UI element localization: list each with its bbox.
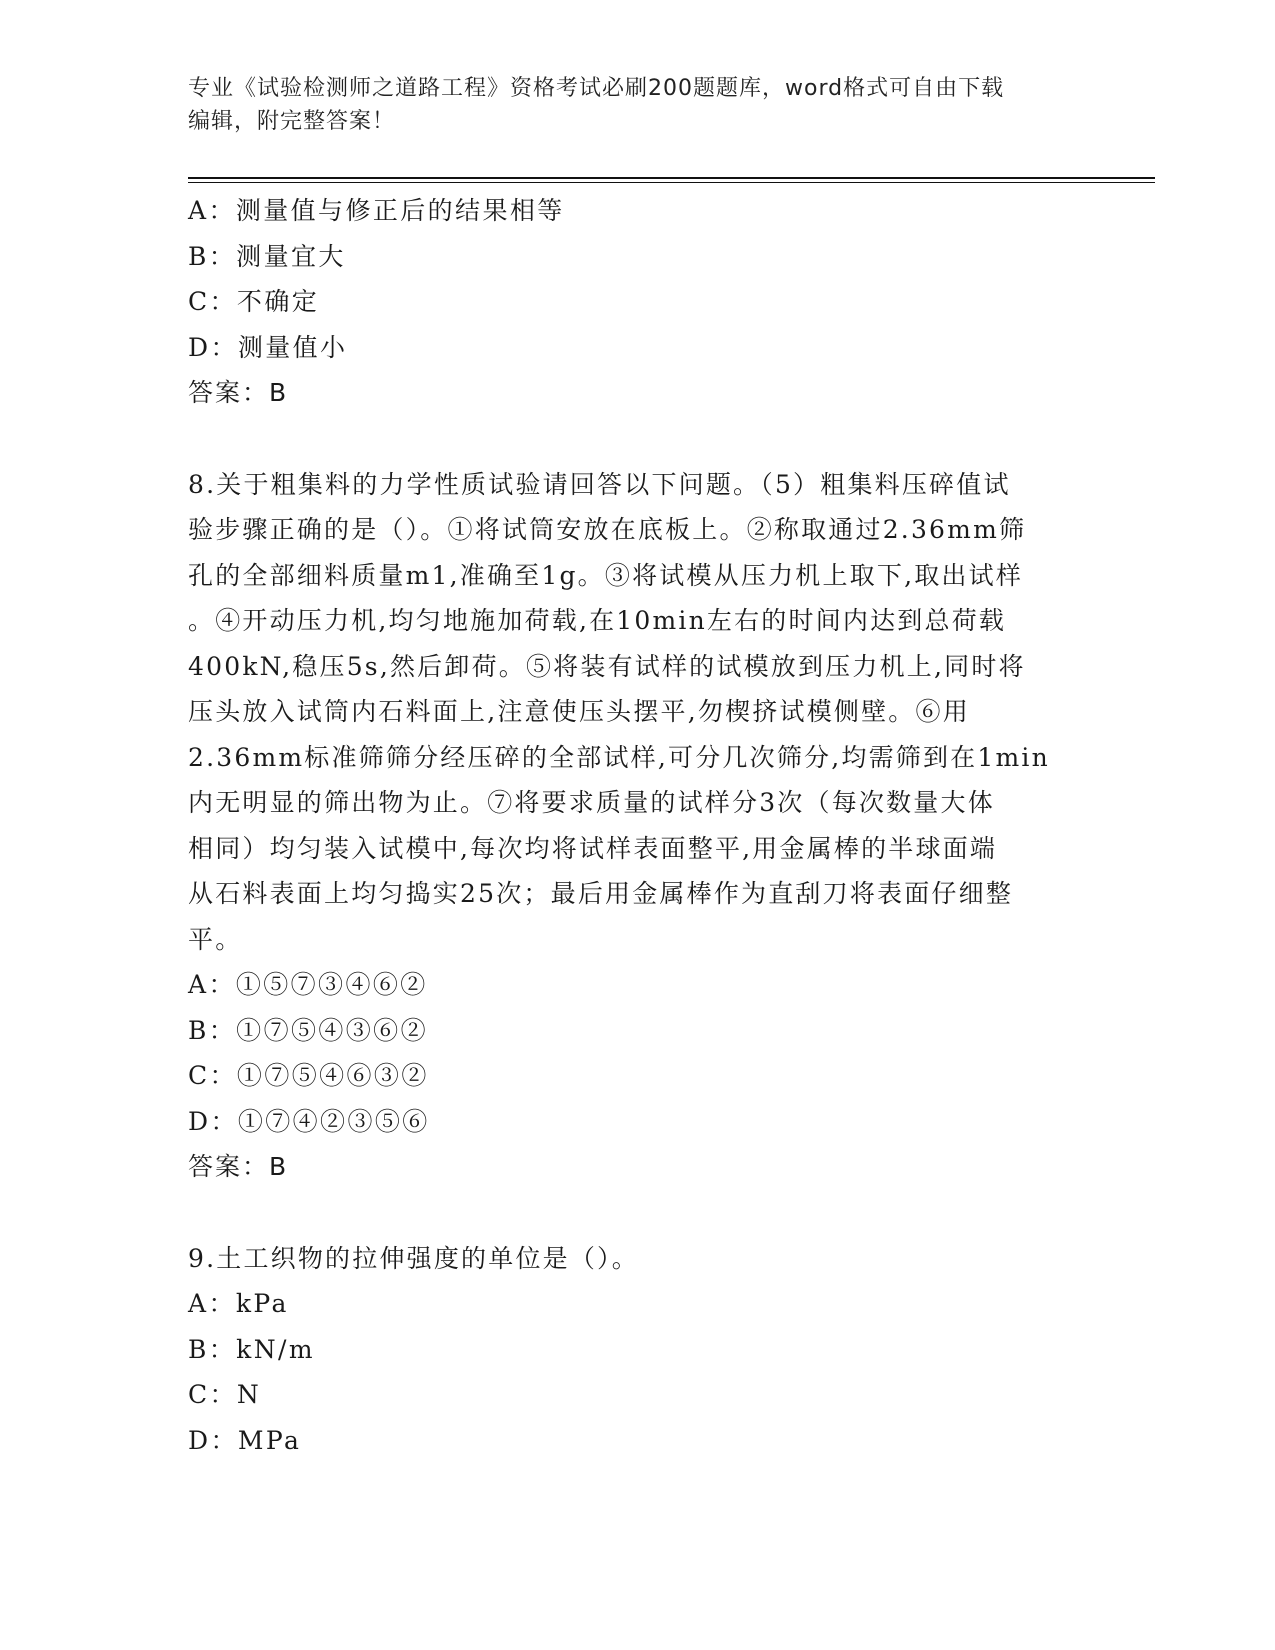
stem-line: 孔的全部细料质量m1,准确至1g。③将试模从压力机上取下,取出试样 [188, 560, 1024, 590]
option-b: B：测量宜大 [188, 241, 346, 271]
question-9-options [188, 1281, 1088, 1463]
option-d: D：测量值小 [188, 332, 348, 362]
stem-line: 压头放入试筒内石料面上,注意使压头摆平,勿楔挤试模侧壁。⑥用 [188, 697, 970, 726]
question-9-stem: 9.土工织物的拉伸强度的单位是（）。 [188, 1243, 639, 1273]
stem-line: 8.关于粗集料的力学性质试验请回答以下问题。（5）粗集料压碎值试 [188, 469, 1011, 499]
option-a: A：kPa [188, 1289, 289, 1318]
option-d: D：①⑦④②③⑤⑥ [188, 1106, 430, 1136]
stem-line: 内无明显的筛出物为止。⑦将要求质量的试样分3次（每次数量大体 [188, 788, 995, 817]
option-c: C：不确定 [188, 287, 320, 316]
spacer [188, 416, 1088, 462]
question-7-options [188, 188, 1088, 370]
document-header [188, 72, 1068, 138]
option-c: C：①⑦⑤④⑥③② [188, 1061, 429, 1090]
stem-line: 从石料表面上均匀捣实25次；最后用金属棒作为直刮刀将表面仔细整 [188, 879, 1014, 908]
question-8-stem [188, 462, 1088, 963]
option-a: A：测量值与修正后的结果相等 [188, 196, 565, 225]
question-7-answer: 答案：B [188, 378, 289, 407]
stem-line: 平。 [188, 924, 243, 954]
header-title-line-1: 专业《试验检测师之道路工程》资格考试必刷200题题库，word格式可自由下载 [188, 76, 1005, 101]
question-8-answer: 答案：B [188, 1152, 289, 1181]
header-rule-thick [188, 177, 1155, 179]
stem-line: 。④开动压力机,均匀地施加荷载,在10min左右的时间内达到总荷载 [188, 606, 1007, 635]
option-b: B：kN/m [188, 1334, 315, 1364]
option-c: C：N [188, 1380, 262, 1409]
question-8-options [188, 962, 1088, 1144]
stem-line: 400kN,稳压5s,然后卸荷。⑤将装有试样的试模放到压力机上,同时将 [188, 651, 1026, 681]
stem-line: 2.36mm标准筛筛分经压碎的全部试样,可分几次筛分,均需筛到在1min [188, 742, 1050, 772]
header-rule-thin [188, 182, 1155, 183]
question-content [188, 188, 1088, 1463]
option-d: D：MPa [188, 1425, 302, 1455]
header-title-line-2: 编辑，附完整答案！ [188, 109, 396, 134]
stem-line: 相同）均匀装入试模中,每次均将试样表面整平,用金属棒的半球面端 [188, 833, 998, 863]
option-a: A：①⑤⑦③④⑥② [188, 970, 428, 999]
option-b: B：①⑦⑤④③⑥② [188, 1015, 428, 1045]
stem-line: 验步骤正确的是（）。①将试筒安放在底板上。②称取通过2.36mm筛 [188, 515, 1027, 544]
spacer [188, 1190, 1088, 1236]
